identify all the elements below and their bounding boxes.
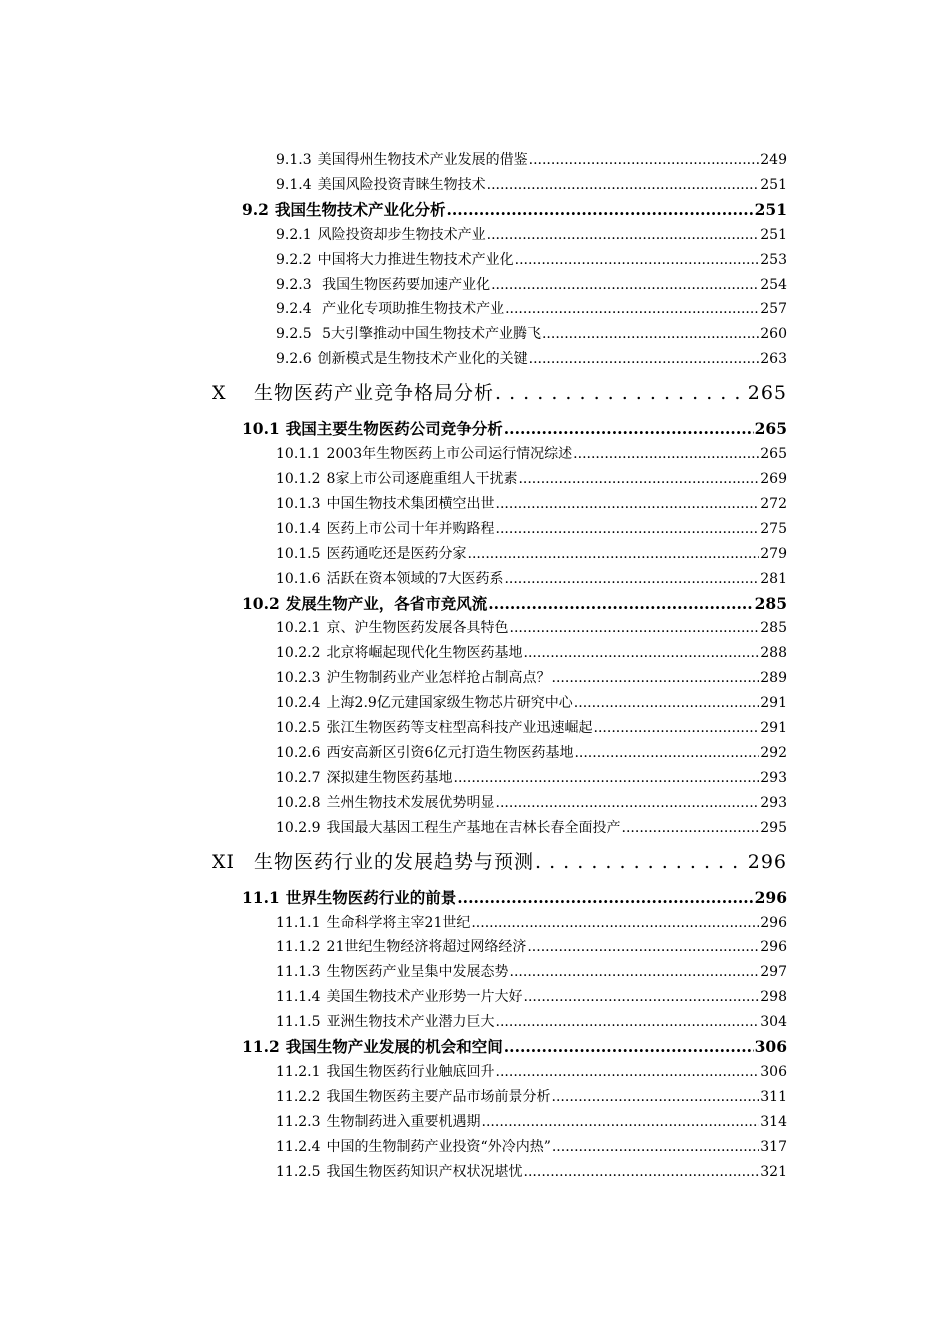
toc-page-number: 269 (760, 471, 787, 487)
toc-entry-title (276, 693, 573, 713)
toc-entry-number: 11.1.1 (276, 914, 321, 931)
toc-entry-title (276, 150, 528, 170)
toc-entry-text: 医药通吃还是医药分家 (326, 545, 467, 562)
toc-entry-text: 张江生物医药等支柱型高科技产业迅速崛起 (326, 720, 593, 736)
dot-leader (495, 378, 747, 408)
toc-entry-text: 中国将大力推进生物技术产业化 (317, 251, 514, 268)
toc-entry-text: 2003年生物医药上市公司运行情况综述 (326, 446, 573, 463)
toc-entry-number: 11.2.4 (276, 1138, 321, 1155)
toc-entry-title (276, 444, 572, 464)
toc-entry-title (242, 199, 445, 221)
toc-entry-text: 我国最大基因工程生产基地在吉林长春全面投产 (326, 819, 621, 836)
dot-leader (504, 569, 759, 589)
toc-subsection[interactable] (276, 913, 787, 933)
toc-entry-text: 创新模式是生物技术产业化的关键 (317, 351, 528, 368)
toc-entry-title (276, 793, 495, 813)
toc-entry-title (276, 175, 486, 195)
toc-page-number: 306 (754, 1037, 787, 1056)
toc-entry-text: 北京将崛起现代化生物医药基地 (326, 645, 523, 662)
dot-leader (505, 299, 759, 319)
dot-leader (535, 847, 747, 877)
dot-leader (487, 225, 760, 245)
dot-leader (471, 913, 759, 933)
toc-entry-title (276, 937, 526, 957)
toc-subsection[interactable] (276, 1112, 787, 1132)
toc-subsection[interactable] (276, 1137, 787, 1157)
toc-subsection[interactable] (276, 618, 787, 638)
toc-entry-text: 世界生物医药行业的前景 (285, 887, 457, 907)
toc-section[interactable] (242, 199, 787, 221)
toc-entry-title (276, 324, 541, 344)
dot-leader (529, 150, 760, 170)
toc-entry-number: 9.1.3 (276, 152, 312, 168)
toc-page-number: 291 (760, 695, 787, 712)
toc-subsection[interactable] (276, 519, 787, 539)
toc-entry-number: 11.2.1 (276, 1063, 321, 1080)
toc-subsection[interactable] (276, 444, 787, 464)
toc-subsection[interactable] (276, 962, 787, 982)
toc-subsection[interactable] (276, 175, 787, 195)
toc-subsection[interactable] (276, 225, 787, 245)
toc-entry-text: 兰州生物技术发展优势明显 (326, 794, 495, 811)
toc-page-number: 317 (760, 1138, 787, 1155)
toc-entry-number: 11.2.3 (276, 1113, 321, 1130)
toc-subsection[interactable] (276, 768, 787, 788)
toc-subsection[interactable] (276, 1162, 787, 1182)
toc-entry-number: 10.1 (242, 419, 280, 439)
toc-entry-text: 美国得州生物技术产业发展的借鉴 (317, 152, 528, 168)
toc-entry-number: 11.1 (242, 887, 280, 907)
toc-entry-text: 亚洲生物技术产业潜力巨大 (326, 1014, 495, 1031)
toc-page-number: 265 (754, 419, 787, 439)
toc-subsection[interactable] (276, 718, 787, 738)
toc-entry-text: 生命科学将主宰21世纪 (326, 914, 471, 931)
toc-entry-title (212, 378, 494, 408)
toc-entry-text: 深拟建生物医药基地 (326, 769, 453, 786)
toc-entry-text: 我国主要生物医药公司竞争分析 (285, 419, 503, 439)
toc-subsection[interactable] (276, 250, 787, 270)
toc-section[interactable] (242, 418, 787, 440)
toc-entry-number: 11.2.5 (276, 1163, 321, 1180)
toc-page-number: 296 (747, 850, 787, 873)
dot-leader (488, 593, 753, 615)
toc-page-number: 289 (760, 670, 787, 687)
toc-entry-title (276, 768, 453, 788)
toc-entry-number: 10.2.7 (276, 769, 321, 786)
toc-entry-title (276, 544, 467, 564)
toc-entry-text: 生物医药产业竞争格局分析 (254, 382, 495, 405)
dot-leader (622, 818, 760, 838)
toc-entry-title (276, 643, 523, 663)
toc-page-number: 251 (760, 176, 787, 193)
toc-entry-text: 5大引擎推动中国生物技术产业腾飞 (317, 326, 541, 343)
toc-entry-title (276, 818, 621, 838)
toc-subsection[interactable] (276, 494, 787, 514)
toc-entry-title (276, 1087, 551, 1107)
toc-entry-number: 10.2.4 (276, 695, 321, 712)
dot-leader (496, 519, 760, 539)
toc-page-number: 257 (760, 301, 787, 318)
toc-entry-title (276, 225, 486, 245)
toc-page-number: 296 (760, 939, 787, 956)
toc-entry-text: 京、沪生物医药发展各具特色 (326, 620, 509, 637)
toc-page-number: 253 (760, 251, 787, 268)
toc-entry-number: XI (212, 850, 236, 873)
toc-entry-number: 10.1.4 (276, 520, 321, 537)
toc-entry-title (276, 349, 528, 369)
toc-entry-title (276, 1137, 551, 1157)
toc-subsection[interactable] (276, 275, 787, 295)
toc-page-number: 306 (760, 1063, 787, 1080)
toc-subsection[interactable] (276, 469, 787, 489)
toc-subsection[interactable] (276, 569, 787, 589)
toc-page-number: 296 (760, 914, 787, 931)
toc-entry-title (242, 593, 487, 615)
toc-page-number: 251 (760, 226, 787, 243)
toc-entry-text: 中国的生物制药产业投资“外冷内热” (326, 1138, 551, 1155)
toc-entry-number: X (212, 382, 227, 405)
dot-leader (510, 962, 760, 982)
dot-leader (542, 324, 759, 344)
toc-entry-text: 美国风险投资青睐生物技术 (317, 176, 486, 193)
toc-entry-title (276, 469, 517, 489)
toc-section[interactable] (242, 1036, 787, 1058)
toc-page-number: 293 (760, 794, 787, 811)
toc-entry-title (276, 1112, 481, 1132)
toc-entry-text: 美国生物技术产业形势一片大好 (326, 989, 523, 1006)
toc-entry-text: 我国生物技术产业化分析 (274, 199, 446, 219)
dot-leader (496, 1062, 760, 1082)
toc-page-number: 281 (760, 570, 787, 587)
toc-page-number: 293 (760, 769, 787, 786)
toc-entry-title (276, 250, 514, 270)
dot-leader (574, 743, 759, 763)
toc-entry-title (212, 847, 534, 877)
toc-subsection[interactable] (276, 1087, 787, 1107)
toc-entry-text: 生物医药行业的发展趋势与预测 (254, 850, 535, 873)
toc-page-number: 297 (760, 964, 787, 981)
toc-entry-number: 11.2 (242, 1037, 280, 1056)
dot-leader (574, 693, 759, 713)
toc-page-number: 304 (760, 1014, 787, 1031)
toc-entry-text: 产业化专项助推生物技术产业 (317, 301, 505, 318)
dot-leader (504, 1036, 754, 1058)
toc-entry-number: 10.2.2 (276, 645, 321, 662)
toc-entry-number: 10.2.1 (276, 620, 321, 637)
toc-entry-text: 生物医药产业呈集中发展态势 (326, 964, 509, 981)
toc-page-number: 296 (754, 887, 787, 907)
dot-leader (552, 668, 760, 688)
toc-entry-number: 10.2.9 (276, 819, 321, 836)
toc-entry-number: 10.2.3 (276, 670, 321, 687)
toc-entry-number: 9.2.3 (276, 276, 312, 293)
toc-entry-title (276, 668, 551, 688)
toc-subsection[interactable] (276, 643, 787, 663)
toc-entry-number: 10.1.6 (276, 570, 321, 587)
toc-entry-number: 10.2.6 (276, 744, 321, 761)
dot-leader (573, 444, 759, 464)
toc-page-number: 291 (760, 720, 787, 736)
toc-entry-text: 活跃在资本领域的7大医药系 (326, 570, 504, 587)
toc-entry-text: 8家上市公司逐鹿重组人干扰素 (326, 471, 518, 487)
dot-leader (527, 937, 759, 957)
toc-subsection[interactable] (276, 349, 787, 369)
toc-page-number: 260 (760, 326, 787, 343)
toc-entry-title (276, 1162, 523, 1182)
toc-subsection[interactable] (276, 1012, 787, 1032)
toc-entry-number: 9.2.4 (276, 301, 312, 318)
toc-entry-title (276, 494, 495, 514)
toc-entry-number: 10.1.5 (276, 545, 321, 562)
toc-page-number: 321 (760, 1163, 787, 1180)
toc-entry-number: 10.2.8 (276, 794, 321, 811)
toc-entry-title (242, 418, 503, 440)
toc-entry-title (276, 962, 509, 982)
toc-entry-title (276, 913, 470, 933)
toc-page-number: 285 (754, 593, 787, 613)
dot-leader (496, 1012, 760, 1032)
dot-leader (594, 718, 760, 738)
toc-entry-title (276, 718, 593, 738)
toc-page-number: 292 (760, 744, 787, 761)
toc-entry-number: 10.1.2 (276, 471, 321, 487)
dot-leader (496, 494, 760, 514)
toc-entry-title (276, 987, 523, 1007)
dot-leader (524, 987, 760, 1007)
dot-leader (504, 418, 754, 440)
toc-page-number: 249 (760, 152, 787, 168)
dot-leader (515, 250, 760, 270)
toc-entry-number: 9.2.1 (276, 226, 312, 243)
toc-page-number: 288 (760, 645, 787, 662)
toc-entry-title (276, 743, 573, 763)
toc-subsection[interactable] (276, 743, 787, 763)
toc-entry-text: 沪生物制药业产业怎样抢占制高点？ (326, 670, 551, 687)
toc-entry-number: 11.1.2 (276, 939, 321, 956)
toc-entry-text: 西安高新区引资6亿元打造生物医药基地 (326, 744, 574, 761)
toc-entry-number: 11.2.2 (276, 1088, 321, 1105)
toc-entry-number: 11.1.4 (276, 989, 321, 1006)
toc-page-number: 311 (760, 1088, 787, 1105)
dot-leader (518, 469, 759, 489)
dot-leader (457, 887, 753, 909)
toc-page-number: 265 (747, 382, 787, 405)
dot-leader (552, 1137, 759, 1157)
toc-page-number: 251 (754, 199, 787, 219)
toc-section[interactable] (242, 887, 787, 909)
dot-leader (491, 275, 759, 295)
toc-entry-text: 我国生物医药知识产权状况堪忧 (326, 1163, 523, 1180)
toc-subsection[interactable] (276, 324, 787, 344)
toc-page-number: 295 (760, 819, 787, 836)
toc-entry-title (276, 299, 504, 319)
toc-entry-number: 10.2.5 (276, 720, 321, 736)
dot-leader (529, 349, 760, 369)
toc-subsection[interactable] (276, 793, 787, 813)
toc-entry-number: 9.2 (242, 199, 269, 219)
toc-entry-title (276, 618, 509, 638)
dot-leader (496, 793, 760, 813)
toc-subsection[interactable] (276, 668, 787, 688)
toc-entry-title (276, 1012, 495, 1032)
toc-subsection[interactable] (276, 544, 787, 564)
toc-chapter[interactable] (212, 847, 787, 877)
toc-entry-title (276, 275, 490, 295)
toc-entry-text: 发展生物产业，各省市竞风流 (285, 593, 488, 613)
toc-page-number: 275 (760, 520, 787, 537)
toc-page-number: 285 (760, 620, 787, 637)
toc-entry-text: 21世纪生物经济将超过网络经济 (326, 939, 527, 956)
toc-entry-text: 中国生物技术集团横空出世 (326, 495, 495, 512)
toc-page-number: 314 (760, 1113, 787, 1130)
toc-entry-text: 我国生物产业发展的机会和空间 (285, 1037, 503, 1056)
dot-leader (552, 1087, 760, 1107)
toc-entry-number: 9.2.2 (276, 251, 312, 268)
toc-entry-number: 11.1.3 (276, 964, 321, 981)
dot-leader (524, 643, 760, 663)
toc-subsection[interactable] (276, 818, 787, 838)
toc-subsection[interactable] (276, 693, 787, 713)
dot-leader (510, 618, 760, 638)
toc-entry-text: 上海2.9亿元建国家级生物芯片研究中心 (326, 695, 573, 712)
toc-entry-title (276, 519, 495, 539)
dot-leader (468, 544, 760, 564)
dot-leader (524, 1162, 760, 1182)
dot-leader (487, 175, 760, 195)
dot-leader (446, 199, 753, 221)
toc-entry-text: 我国生物医药主要产品市场前景分析 (326, 1088, 551, 1105)
toc-entry-number: 10.2 (242, 593, 280, 613)
dot-leader (482, 1112, 760, 1132)
toc-subsection[interactable] (276, 937, 787, 957)
toc-entry-number: 9.1.4 (276, 176, 312, 193)
toc-entry-number: 9.2.6 (276, 351, 312, 368)
toc-entry-text: 我国生物医药要加速产业化 (317, 276, 491, 293)
toc-entry-number: 10.1.3 (276, 495, 321, 512)
toc-entry-title (276, 1062, 495, 1082)
toc-entry-number: 10.1.1 (276, 446, 321, 463)
toc-chapter[interactable] (212, 378, 787, 408)
toc-entry-number: 9.2.5 (276, 326, 312, 343)
toc-entry-text: 生物制药进入重要机遇期 (326, 1113, 481, 1130)
toc-subsection[interactable] (276, 987, 787, 1007)
toc-subsection[interactable] (276, 150, 787, 170)
toc-page-number: 265 (760, 446, 787, 463)
toc-page-number: 272 (760, 495, 787, 512)
toc-entry-text: 风险投资却步生物技术产业 (317, 226, 486, 243)
toc-entry-title (242, 887, 456, 909)
toc-page-number: 298 (760, 989, 787, 1006)
toc-entry-title (242, 1036, 503, 1058)
toc-entry-text: 医药上市公司十年并购路程 (326, 520, 495, 537)
toc-entry-text: 我国生物医药行业触底回升 (326, 1063, 495, 1080)
toc-subsection[interactable] (276, 1062, 787, 1082)
toc-section[interactable] (242, 593, 787, 615)
toc-page-number: 279 (760, 545, 787, 562)
toc-entry-number: 11.1.5 (276, 1014, 321, 1031)
toc-page-number: 254 (760, 276, 787, 293)
toc-subsection[interactable] (276, 299, 787, 319)
dot-leader (454, 768, 760, 788)
toc-page-number: 263 (760, 351, 787, 368)
toc-entry-title (276, 569, 503, 589)
